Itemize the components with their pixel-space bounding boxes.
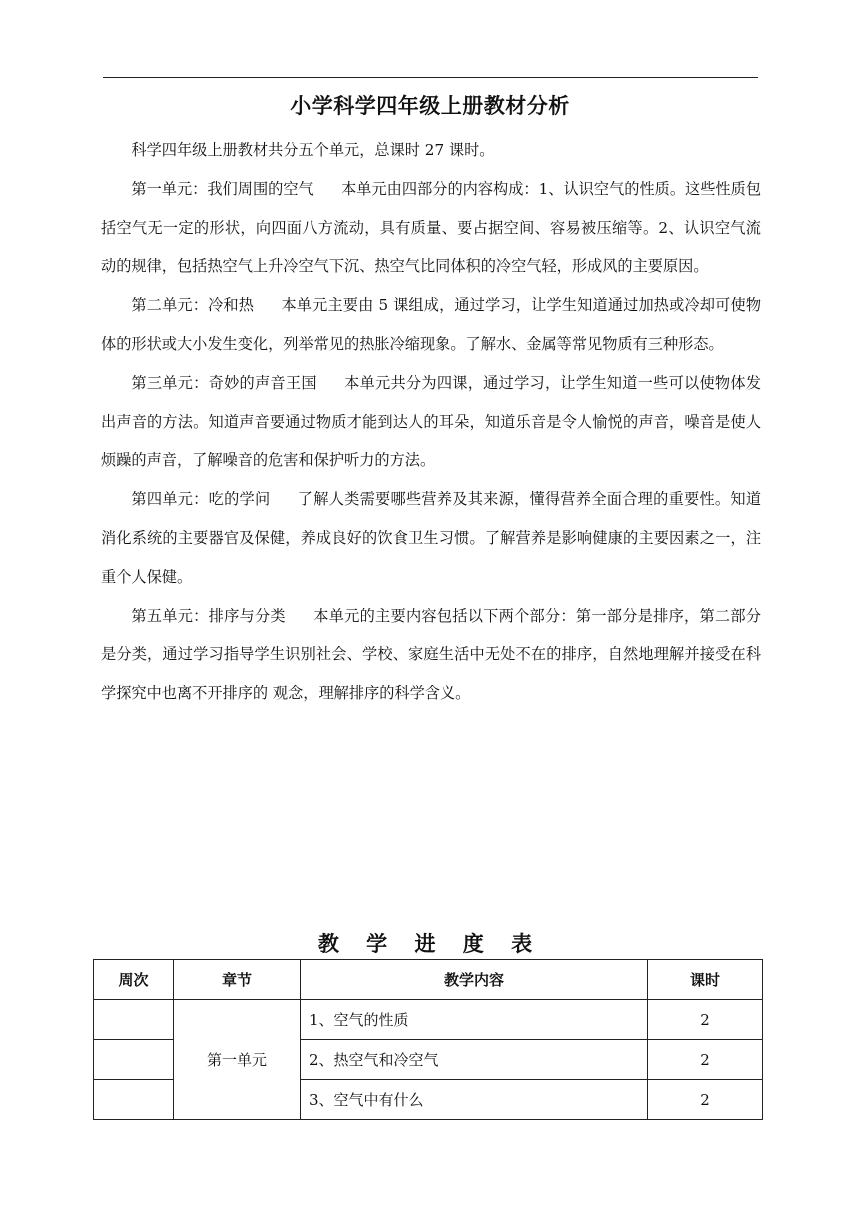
schedule-table — [93, 959, 763, 1120]
unit-text: 本单元由四部分的内容构成：1、认识空气的性质。这些性质包括空气无一定的形状，向四面八方流动，具有质量、要占据空间、容易被压缩等。2、认识空气流动的规律，包括热空气上升冷空气下沉、热空气比同体积的冷空气轻，形成风的主要原因。 — [101, 179, 762, 276]
unit-text: 本单元共分为四课，通过学习，让学生知道一些可以使物体发出声音的方法。知道声音要通过物质才能到达人的耳朵，知道乐音是令人愉悦的声音，噪音是使人烦躁的声音，了解噪音的危害和保护听力的方法。 — [101, 373, 762, 470]
unit-label: 第一单元：我们周围的空气 — [131, 179, 314, 198]
unit-label: 第三单元：奇妙的声音王国 — [131, 373, 317, 392]
unit-label: 第四单元：吃的学问 — [131, 490, 271, 509]
document-title: 小学科学四年级上册教材分析 — [290, 94, 570, 118]
hours-cell: 2 — [648, 1080, 763, 1120]
header-chapter: 章节 — [174, 960, 301, 1000]
unit-paragraph-2 — [101, 286, 761, 364]
unit-paragraph-3 — [101, 364, 761, 480]
chapter-cell: 第一单元 — [174, 1000, 301, 1120]
unit-label: 第五单元：排序与分类 — [131, 606, 286, 625]
content-cell: 3、空气中有什么 — [301, 1080, 648, 1120]
table-header-row — [94, 960, 763, 1000]
unit-label: 第二单元：冷和热 — [131, 296, 255, 315]
week-cell — [94, 1000, 174, 1040]
header-hours: 课时 — [648, 960, 763, 1000]
content-cell: 1、空气的性质 — [301, 1000, 648, 1040]
header-rule — [103, 77, 758, 78]
header-week: 周次 — [94, 960, 174, 1000]
unit-text: 本单元主要由 5 课组成，通过学习，让学生知道通过加热或冷却可使物体的形状或大小发生变化，列举常见的热胀冷缩现象。了解水、金属等常见物质有三种形态。 — [101, 296, 762, 353]
unit-paragraph-1 — [101, 170, 761, 286]
week-cell — [94, 1040, 174, 1080]
schedule-title: 教 学 进 度 表 — [317, 932, 543, 956]
document-body — [101, 131, 761, 713]
unit-paragraph-4 — [101, 480, 761, 596]
hours-cell: 2 — [648, 1000, 763, 1040]
unit-paragraph-5 — [101, 597, 761, 713]
table-row — [94, 1000, 763, 1040]
hours-cell: 2 — [648, 1040, 763, 1080]
unit-text: 本单元的主要内容包括以下两个部分：第一部分是排序，第二部分是分类，通过学习指导学生识别社会、学校、家庭生活中无处不在的排序，自然地理解并接受在科学探究中也离不开排序的 观念，理解排序的科学含义。 — [101, 606, 762, 703]
unit-text: 了解人类需要哪些营养及其来源，懂得营养全面合理的重要性。知道消化系统的主要器官及保健，养成良好的饮食卫生习惯。了解营养是影响健康的主要因素之一，注重个人保健。 — [101, 490, 762, 586]
header-content: 教学内容 — [301, 960, 648, 1000]
intro-paragraph: 科学四年级上册教材共分五个单元，总课时 27 课时。 — [131, 141, 495, 159]
week-cell — [94, 1080, 174, 1120]
content-cell: 2、热空气和冷空气 — [301, 1040, 648, 1080]
